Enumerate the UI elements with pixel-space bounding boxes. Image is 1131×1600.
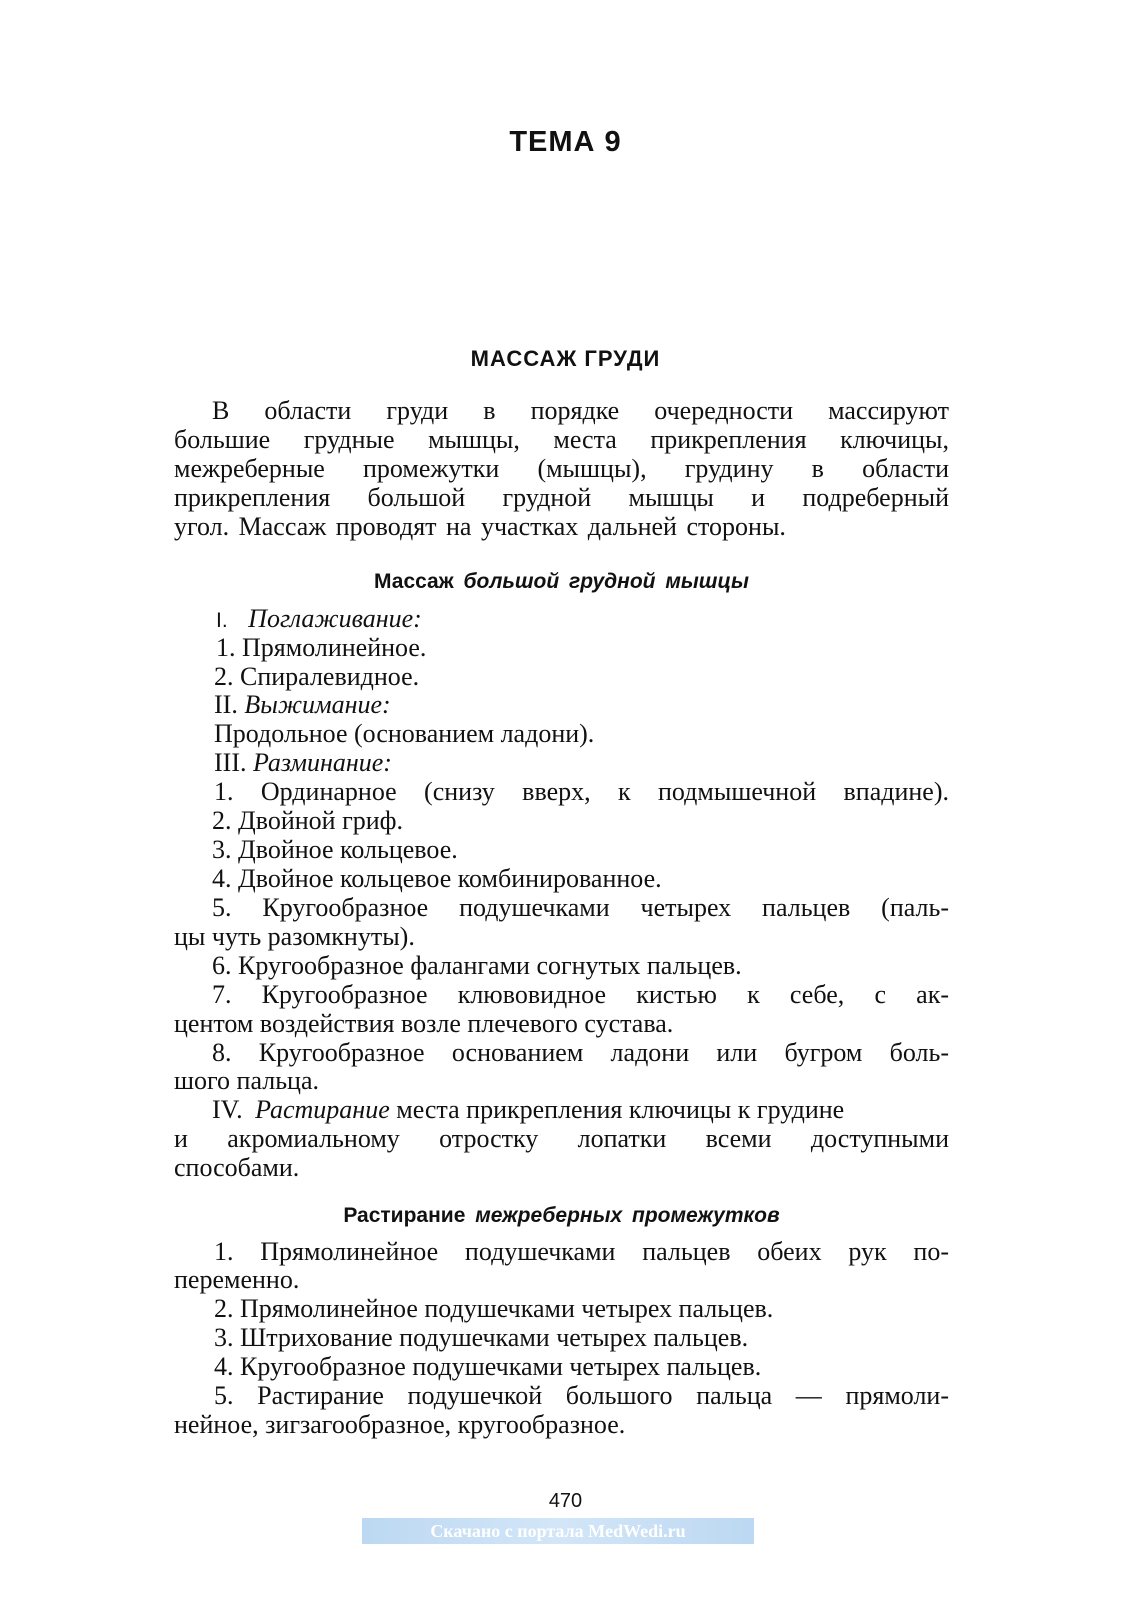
download-watermark: Скачано с портала MedWedi.ru xyxy=(362,1518,754,1544)
technique-name: Поглаживание: xyxy=(248,604,422,633)
topic-heading: ТЕМА 9 xyxy=(509,126,622,158)
list-item-cont: способами. xyxy=(174,1153,300,1182)
subheading-italic: большой грудной мышцы xyxy=(463,570,749,593)
list-item: Продольное (основанием ладони). xyxy=(214,719,595,748)
list-item xyxy=(216,605,422,635)
list-item: 7. Кругообразное клювовидное кистью к себе, с ак- xyxy=(212,980,949,1009)
list-item-cont: шого пальца. xyxy=(174,1066,320,1095)
subheading-pectoral xyxy=(174,570,949,594)
list-item: 8. Кругообразное основанием ладони или бугром боль- xyxy=(212,1038,949,1067)
list-item: 2. Двойной гриф. xyxy=(212,806,404,835)
list-item: 5. Растирание подушечкой большого пальца — прямоли- xyxy=(214,1381,949,1410)
technique-name: Выжимание: xyxy=(244,690,391,719)
list-item: 2. Спиралевидное. xyxy=(214,662,420,691)
list-item-cont: цы чуть разомкнуты). xyxy=(174,922,415,951)
list-item xyxy=(214,749,392,777)
technique-name: Растирание xyxy=(255,1095,390,1124)
list-item: 3. Штрихование подушечками четырех пальцев. xyxy=(214,1323,749,1352)
list-item: 1. Ординарное (снизу вверх, к подмышечной впадине). xyxy=(214,777,949,806)
list-item-cont: и акромиальному отростку лопатки всеми доступными xyxy=(174,1124,949,1153)
page-number: 470 xyxy=(548,1490,583,1512)
technique-desc: места прикрепления ключицы к грудине xyxy=(396,1095,845,1124)
list-item: 5. Кругообразное подушечками четырех пальцев (паль- xyxy=(212,893,949,922)
list-item: 1. Прямолинейное. xyxy=(216,633,427,662)
list-item: 6. Кругообразное фалангами согнутых пальцев. xyxy=(212,951,742,980)
subheading-plain: Растирание xyxy=(343,1204,466,1227)
list-item xyxy=(214,691,391,719)
list-item: 2. Прямолинейное подушечками четырех пальцев. xyxy=(214,1294,774,1323)
subheading-intercostal xyxy=(174,1204,949,1228)
roman-numeral: I. xyxy=(216,609,228,632)
section-title: МАССАЖ ГРУДИ xyxy=(470,346,661,371)
list-item-cont: нейное, зигзагообразное, кругообразное. xyxy=(174,1410,626,1439)
intro-line: межреберные промежутки (мышцы), грудину в области xyxy=(174,454,949,483)
roman-numeral: III. xyxy=(214,748,247,777)
roman-numeral: IV. xyxy=(212,1095,243,1124)
list-item: 1. Прямолинейное подушечками пальцев обеих рук по- xyxy=(214,1237,949,1266)
list-item-cont: центом воздействия возле плечевого сустава. xyxy=(174,1009,674,1038)
intro-line: угол. Массаж проводят на участках дальней стороны. xyxy=(174,512,786,541)
list-item xyxy=(212,1096,844,1124)
list-item: 3. Двойное кольцевое. xyxy=(212,835,458,864)
list-item: 4. Двойное кольцевое комбинированное. xyxy=(212,864,662,893)
roman-numeral: II. xyxy=(214,690,238,719)
technique-name: Разминание: xyxy=(252,748,392,777)
subheading-italic: межреберных промежутков xyxy=(475,1204,780,1227)
list-item: 4. Кругообразное подушечками четырех пальцев. xyxy=(214,1352,762,1381)
list-item-cont: переменно. xyxy=(174,1265,300,1294)
intro-line: В области груди в порядке очередности массируют xyxy=(212,396,949,425)
intro-line: прикрепления большой грудной мышцы и подреберный xyxy=(174,483,949,512)
intro-line: большие грудные мышцы, места прикрепления ключицы, xyxy=(174,425,949,454)
subheading-plain: Массаж xyxy=(374,570,454,593)
